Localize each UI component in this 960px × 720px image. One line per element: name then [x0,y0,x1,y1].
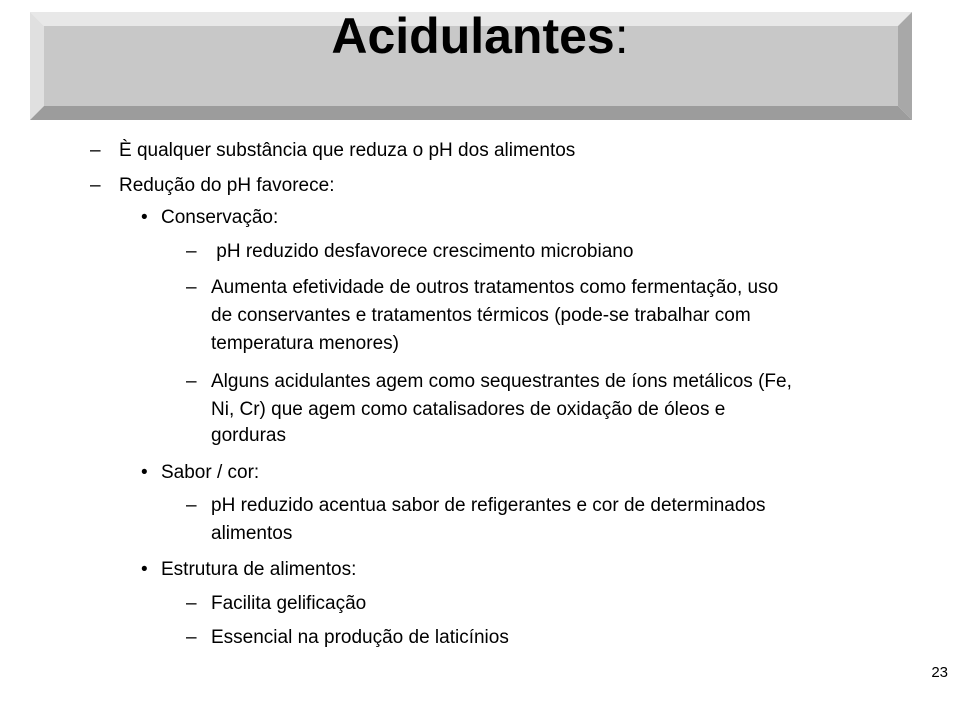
list-item-text-line: pH reduzido acentua sabor de refigerantes e cor de determinados [211,495,766,516]
list-item-text: Redução do pH favorece: [119,175,335,196]
dash-marker: – [186,627,197,648]
dash-marker: – [186,495,197,516]
list-item-text: Sabor / cor: [161,462,260,483]
list-item-text: pH reduzido desfavorece crescimento microbiano [211,241,634,262]
bullet-marker: • [141,207,148,228]
list-item-text: Conservação: [161,207,279,228]
list-item-text: Facilita gelificação [211,593,367,614]
list-item-text: È qualquer substância que reduza o pH dos alimentos [119,140,576,161]
bullet-marker: • [141,462,148,483]
dash-marker: – [186,593,197,614]
title-text: Acidulantes [331,8,615,64]
bullet-marker: • [141,559,148,580]
dash-marker: – [186,371,197,392]
list-item-text: Essencial na produção de laticínios [211,627,509,648]
dash-marker: – [186,277,197,298]
list-item-text-line: alimentos [211,523,293,544]
title-colon: : [614,8,629,64]
dash-marker: – [186,241,197,262]
list-item-text-line: Alguns acidulantes agem como sequestrantes de íons metálicos (Fe, [211,371,792,392]
page-number: 23 [931,664,948,681]
dash-marker: – [90,140,101,161]
list-item-text-line: gorduras [211,425,286,446]
list-item-text-line: de conservantes e tratamentos térmicos (pode-se trabalhar com [211,305,751,326]
dash-marker: – [90,175,101,196]
list-item-text-line: Aumenta efetividade de outros tratamentos como fermentação, uso [211,277,779,298]
list-item-text: Estrutura de alimentos: [161,559,357,580]
list-item-text-line: Ni, Cr) que agem como catalisadores de oxidação de óleos e [211,399,726,420]
list-item-text-line: temperatura menores) [211,333,399,354]
